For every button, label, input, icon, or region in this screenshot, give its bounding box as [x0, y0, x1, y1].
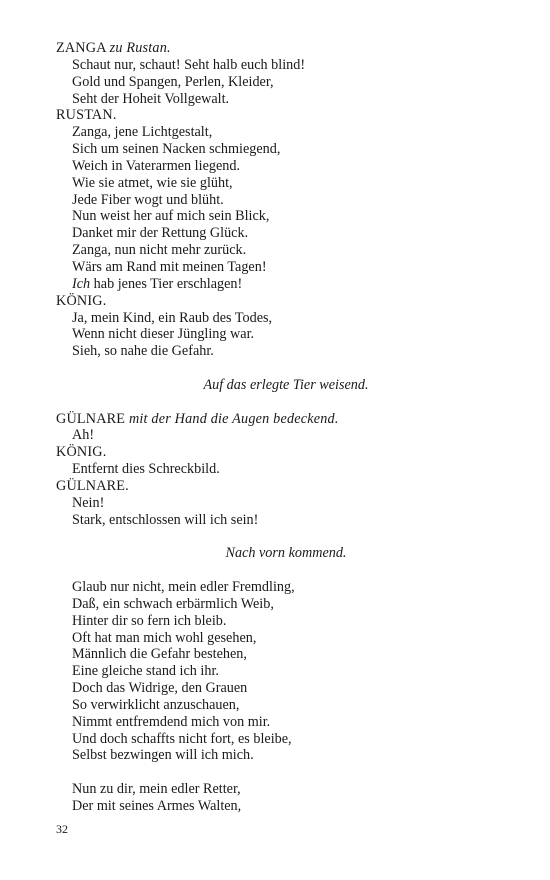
stage-direction-inline: mit der Hand die Augen bedeckend. — [128, 410, 339, 427]
verse-line — [56, 259, 516, 276]
verse-line — [56, 747, 516, 764]
verse-line — [56, 91, 516, 108]
speaker-name: GÜLNARE — [56, 410, 126, 427]
speaker-line — [56, 478, 516, 495]
speaker-line — [56, 40, 516, 57]
verse-line — [56, 579, 516, 596]
verse-line — [56, 512, 516, 529]
blank-line — [56, 764, 516, 781]
verse-text: Wärs am Rand mit meinen Tagen! — [72, 258, 267, 275]
verse-text: Doch das Widrige, den Grauen — [72, 680, 248, 697]
verse-line — [56, 326, 516, 343]
verse-line — [56, 124, 516, 141]
verse-line — [56, 495, 516, 512]
verse-text: Nein! — [72, 494, 105, 511]
speaker-line — [56, 107, 516, 124]
verse-text: Nun zu dir, mein edler Retter, — [72, 781, 241, 798]
verse-line — [56, 798, 516, 815]
verse-text: Hinter dir so fern ich bleib. — [72, 612, 227, 629]
verse-line — [56, 242, 516, 259]
verse-line — [56, 630, 516, 647]
verse-line — [56, 74, 516, 91]
verse-text: Männlich die Gefahr bestehen, — [72, 646, 247, 663]
verse-text: Stark, entschlossen will ich sein! — [72, 511, 259, 528]
verse-line — [56, 697, 516, 714]
verse-text: Ah! — [72, 427, 95, 444]
blank-line — [56, 394, 516, 411]
verse-line — [56, 613, 516, 630]
verse-text: Wie sie atmet, wie sie glüht, — [72, 174, 233, 191]
verse-text: Gold und Spangen, Perlen, Kleider, — [72, 73, 274, 90]
verse-text: Ja, mein Kind, ein Raub des Todes, — [72, 309, 273, 326]
verse-text: Der mit seines Armes Walten, — [72, 797, 242, 814]
verse-line — [56, 310, 516, 327]
verse-text: hab jenes Tier erschlagen! — [90, 275, 243, 292]
verse-text: Schaut nur, schaut! Seht halb euch blind! — [72, 56, 306, 73]
speaker-name: ZANGA — [56, 40, 106, 56]
verse-line — [56, 646, 516, 663]
verse-text: Wenn nicht dieser Jüngling war. — [72, 326, 255, 343]
verse-line — [56, 663, 516, 680]
stage-direction-inline: zu Rustan. — [109, 40, 171, 56]
page-text — [56, 40, 516, 815]
speaker-line — [56, 293, 516, 310]
verse-line — [56, 731, 516, 748]
verse-line — [56, 192, 516, 209]
verse-line — [56, 175, 516, 192]
verse-line — [56, 158, 516, 175]
verse-text: Oft hat man mich wohl gesehen, — [72, 629, 257, 646]
verse-line — [56, 461, 516, 478]
verse-line — [56, 208, 516, 225]
verse-text: Jede Fiber wogt und blüht. — [72, 191, 224, 208]
speaker-line — [56, 444, 516, 461]
verse-text: Zanga, nun nicht mehr zurück. — [72, 242, 247, 259]
speaker-name: KÖNIG. — [56, 444, 107, 461]
blank-line — [56, 528, 516, 545]
verse-text: Und doch schaffts nicht fort, es bleibe, — [72, 730, 292, 747]
verse-line — [56, 57, 516, 74]
page-number: 32 — [56, 822, 68, 836]
speaker-name: GÜLNARE. — [56, 477, 129, 494]
verse-text: Seht der Hoheit Vollgewalt. — [72, 90, 230, 107]
blank-line — [56, 562, 516, 579]
verse-line — [56, 225, 516, 242]
verse-line — [56, 680, 516, 697]
verse-line — [56, 343, 516, 360]
verse-text: Selbst bezwingen will ich mich. — [72, 747, 254, 764]
verse-text: Zanga, jene Lichtgestalt, — [72, 124, 213, 141]
verse-text: Sich um seinen Nacken schmiegend, — [72, 141, 281, 158]
verse-emphasis: Ich — [72, 275, 91, 292]
speaker-name: RUSTAN. — [56, 107, 117, 124]
verse-text: Glaub nur nicht, mein edler Fremdling, — [72, 579, 295, 595]
verse-text: Eine gleiche stand ich ihr. — [72, 663, 219, 680]
speaker-name: KÖNIG. — [56, 292, 107, 309]
verse-text: Nimmt entfremdend mich von mir. — [72, 713, 271, 730]
verse-text: Sieh, so nahe die Gefahr. — [72, 343, 214, 360]
verse-text: Entfernt dies Schreckbild. — [72, 461, 220, 478]
verse-line — [56, 276, 516, 293]
verse-text: Weich in Vaterarmen liegend. — [72, 157, 240, 174]
verse-line — [56, 714, 516, 731]
verse-text: Danket mir der Rettung Glück. — [72, 225, 249, 242]
verse-line — [56, 781, 516, 798]
verse-line — [56, 427, 516, 444]
stage-direction: Auf das erlegte Tier weisend. — [203, 376, 369, 393]
speaker-line — [56, 411, 516, 428]
verse-line — [56, 141, 516, 158]
verse-text: Daß, ein schwach erbärmlich Weib, — [72, 595, 274, 612]
verse-text: Nun weist her auf mich sein Blick, — [72, 208, 270, 225]
verse-line — [56, 596, 516, 613]
stage-direction: Nach vorn kommend. — [225, 545, 347, 562]
verse-text: So verwirklicht anzuschauen, — [72, 696, 240, 713]
blank-line — [56, 360, 516, 377]
